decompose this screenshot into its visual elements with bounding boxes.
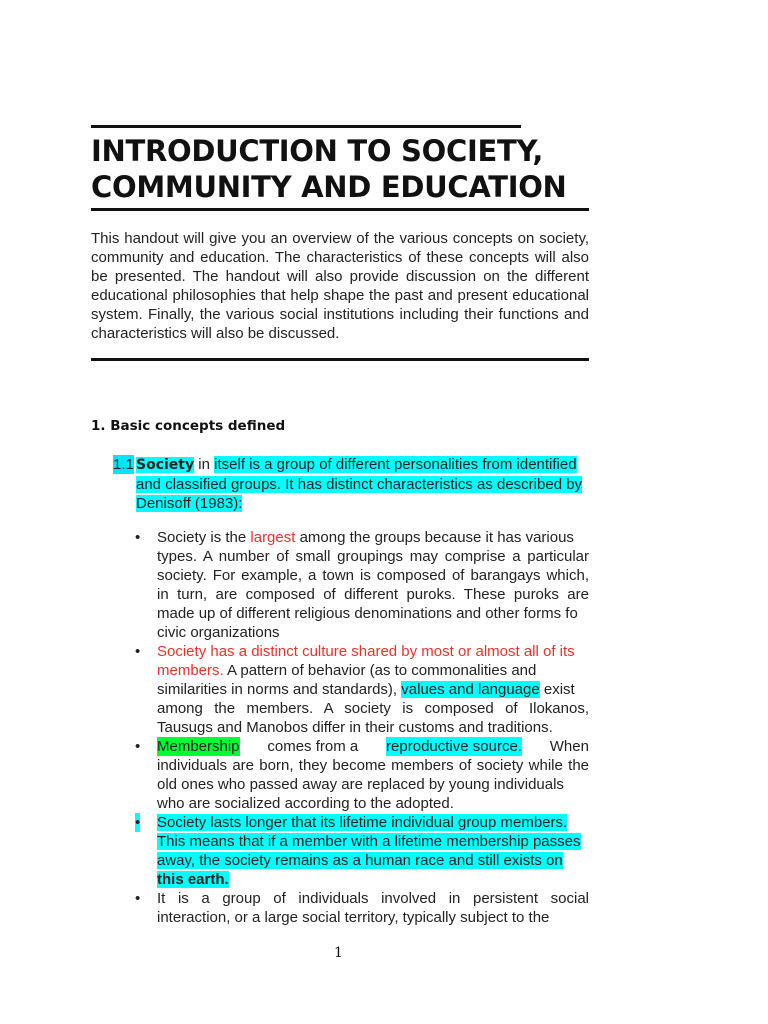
highlight-text: reproductive source.: [386, 738, 522, 755]
intro-line: system. Finally, the various social institutions including their functions and: [91, 306, 589, 323]
highlight-text: This means that if a member with a lifetime membership passes: [157, 833, 581, 850]
bullet-icon: •: [135, 529, 141, 546]
bullet-text: similarities in norms and standards),: [157, 681, 402, 698]
list-item: [133, 528, 589, 642]
subsection-highlight: and classified groups. It has distinct characteristics as described by: [136, 476, 583, 493]
list-item: [133, 889, 589, 927]
section-heading: 1. Basic concepts defined: [91, 418, 286, 434]
bullet-line: [157, 832, 589, 851]
bullet-icon: •: [135, 890, 141, 907]
title-bottom-rule: [91, 208, 589, 211]
bullet-line: types. A number of small groupings may comprise a particular: [157, 548, 589, 565]
bullet-line: old ones who passed away are replaced by young individuals: [157, 776, 564, 793]
bullet-text: A pattern of behavior (as to commonalities and: [223, 662, 537, 679]
intro-line: educational philosophies that help shape the past and present educational: [91, 287, 589, 304]
title-top-rule: [91, 125, 521, 128]
highlight-text: away, the society remains as a human race and still exists on: [157, 852, 563, 869]
subsection-term: Society: [136, 457, 195, 473]
bullet-line: society. For example, a town is composed of barangays which,: [157, 567, 589, 584]
document-title: [91, 133, 611, 205]
bullet-line: Tausugs and Manobos differ in their customs and traditions.: [157, 719, 553, 736]
intro-line: characteristics will also be discussed.: [91, 325, 340, 342]
bullet-text: Society is the: [157, 529, 251, 546]
bullet-text: among the groups because it has various: [295, 529, 574, 546]
bullet-icon: •: [135, 814, 141, 831]
highlight-text: Society lasts longer that its lifetime individual group members.: [157, 814, 568, 831]
bullet-icon: •: [135, 643, 141, 660]
subsection-text: in: [194, 456, 215, 473]
bullet-text: exist: [539, 681, 575, 698]
subsection-highlight: itself is a group of different personalities from identified: [214, 456, 577, 473]
bullet-line: individuals are born, they become members of society while the: [157, 757, 589, 774]
green-highlight-text: Membership: [157, 738, 240, 755]
bullet-line: [157, 661, 589, 680]
subsection-line: [136, 455, 589, 475]
list-item: [133, 737, 589, 813]
list-item: [133, 642, 589, 737]
subsection-line: [136, 475, 589, 494]
bullet-line: made up of different religious denominations and other forms fo: [157, 605, 578, 622]
intro-line: This handout will give you an overview of the various concepts on society,: [91, 230, 589, 247]
highlight-text: this earth.: [157, 871, 229, 888]
bullet-line: interaction, or a large social territory, typically subject to the: [157, 909, 550, 926]
intro-bottom-rule: [91, 358, 589, 361]
bullet-line: [157, 680, 589, 699]
intro-line: community and education. The characteristics of these concepts will also: [91, 249, 589, 266]
red-text: Society has a distinct culture shared by most or almost all of its: [157, 643, 575, 660]
bullet-line: in turn, are composed of different puroks. These puroks are: [157, 586, 589, 603]
list-item: [133, 813, 589, 889]
bullet-line: among the members. A society is composed of Ilokanos,: [157, 700, 589, 717]
title-line-2: COMMUNITY AND EDUCATION: [91, 170, 567, 204]
characteristics-list: [133, 528, 589, 927]
subsection-society: [113, 455, 589, 513]
red-text: largest: [250, 529, 296, 546]
bullet-line: [157, 813, 589, 832]
bullet-line: It is a group of individuals involved in persistent social: [157, 890, 589, 907]
intro-paragraph: [91, 229, 589, 343]
bullet-line: civic organizations: [157, 624, 280, 641]
bullet-text: When: [545, 738, 589, 755]
bullet-icon: •: [135, 738, 141, 755]
title-line-1: INTRODUCTION TO SOCIETY,: [91, 134, 544, 168]
bullet-text: comes from a: [263, 738, 363, 755]
intro-line: be presented. The handout will also provide discussion on the different: [91, 268, 589, 285]
bullet-line: who are socialized according to the adopted.: [157, 795, 454, 812]
red-text: members.: [157, 662, 224, 679]
highlight-text: values and language: [401, 681, 540, 698]
bullet-line: [157, 851, 589, 870]
bullet-line: [157, 737, 589, 756]
page-number: 1: [334, 945, 343, 961]
subsection-line: [136, 494, 589, 513]
bullet-line: [157, 528, 589, 547]
subsection-highlight: Denisoff (1983):: [136, 495, 243, 512]
bullet-line: [157, 870, 589, 889]
subsection-number: 1.1: [113, 456, 134, 473]
